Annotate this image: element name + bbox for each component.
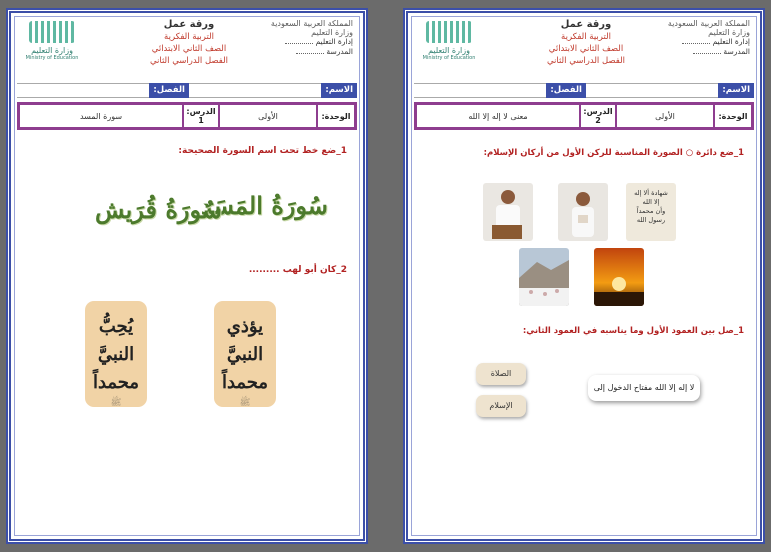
question-1: 1_ضع خط تحت اسم السورة الصحيحة: [178, 146, 347, 156]
worksheet-right [403, 8, 765, 544]
kingdom-text: المملكة العربية السعودية [667, 19, 750, 28]
shahada-card[interactable]: شهادة ألا إله إلا الله وأن محمداً رسول الله [626, 183, 676, 241]
term-name: الفصل الدراسي الثاني [149, 56, 229, 66]
option-surat-quraish[interactable]: سُورَةُ قُرَيش [95, 195, 223, 224]
card-yuthi-al-nabi[interactable]: يؤذي النبيَّ محمداً ﷺ [214, 301, 276, 407]
lesson-label-cell: الدرس: 2 [579, 105, 615, 127]
name-class-bar [17, 83, 357, 98]
salawat-icon: ﷺ [239, 398, 251, 408]
question-2: 1_صل بين العمود الأول وما يناسبه في العمود الثاني: [522, 326, 744, 336]
subject-name: التربية الفكرية [164, 32, 214, 42]
lesson-number: 2 [595, 116, 601, 125]
worksheet-title: ورقة عمل [163, 19, 215, 30]
ministry-logo-text: وزارة التعليم [31, 46, 73, 55]
class-field[interactable] [17, 83, 149, 98]
admin-block [660, 19, 750, 57]
education-admin-line: إدارة التعليم [263, 37, 353, 47]
school-line: المدرسة [660, 47, 750, 57]
ministry-text: وزارة التعليم [708, 28, 750, 37]
ministry-logo-subtext: Ministry of Education [422, 55, 476, 61]
worksheet-title-block [516, 19, 656, 67]
grade-name: الصف الثاني الابتدائي [548, 44, 624, 54]
sheet-header [19, 19, 355, 81]
option-surat-al-masad[interactable]: سُورَةُ المَسَد [201, 191, 328, 220]
unit-lesson-bar [17, 102, 357, 130]
unit-label: الوحدة: [713, 105, 751, 127]
pilgrims-arafat-photo[interactable] [519, 248, 569, 306]
ministry-logo-text: وزارة التعليم [428, 46, 470, 55]
ministry-logo-icon [29, 21, 75, 43]
lesson-title: سورة المسد [79, 111, 123, 121]
unit-value: الأولى [218, 105, 316, 127]
class-field[interactable] [414, 83, 546, 98]
worksheet-left [6, 8, 368, 544]
kingdom-text: المملكة العربية السعودية [270, 19, 353, 28]
term-name: الفصل الدراسي الثاني [546, 56, 626, 66]
ministry-text: وزارة التعليم [311, 28, 353, 37]
subject-name: التربية الفكرية [561, 32, 611, 42]
worksheet-title-block [119, 19, 259, 67]
lesson-label-cell: الدرس: 1 [182, 105, 218, 127]
salawat-icon: ﷺ [110, 398, 122, 408]
boy-praying-photo[interactable] [558, 183, 608, 241]
question-1: 1_ضع دائرة ○ الصورة المناسبة للركن الأول من أركان الإسلام: [483, 148, 744, 158]
unit-lesson-bar [414, 102, 754, 130]
name-label: الاسم: [718, 83, 754, 98]
statement-shahada-key[interactable]: لا إله إلا الله مفتاح الدخول إلى [588, 375, 700, 401]
card-yuhibb-al-nabi[interactable]: يُحِبُّ النبيَّ محمداً ﷺ [85, 301, 147, 407]
worksheet-title: ورقة عمل [560, 19, 612, 30]
question-2: 2_كان أبو لهب ......... [248, 265, 347, 275]
name-class-bar [414, 83, 754, 98]
boy-giving-charity-photo[interactable] [483, 183, 533, 241]
option-salah[interactable]: الصلاة [476, 363, 526, 385]
sheet-header [416, 19, 752, 81]
unit-label: الوحدة: [316, 105, 354, 127]
ministry-logo [418, 21, 480, 61]
ministry-logo [21, 21, 83, 61]
name-label: الاسم: [321, 83, 357, 98]
name-field[interactable] [189, 83, 321, 98]
sunset-photo[interactable] [594, 248, 644, 306]
lesson-number: 1 [198, 116, 204, 125]
name-field[interactable] [586, 83, 718, 98]
school-line: المدرسة [263, 47, 353, 57]
grade-name: الصف الثاني الابتدائي [151, 44, 227, 54]
education-admin-line: إدارة التعليم [660, 37, 750, 47]
ministry-logo-subtext: Ministry of Education [25, 55, 79, 61]
lesson-title: معنى لا إله إلا الله [468, 111, 528, 121]
class-label: الفصل: [546, 83, 586, 98]
class-label: الفصل: [149, 83, 189, 98]
unit-value: الأولى [615, 105, 713, 127]
admin-block [263, 19, 353, 57]
option-islam[interactable]: الإسلام [476, 395, 526, 417]
ministry-logo-icon [426, 21, 472, 43]
